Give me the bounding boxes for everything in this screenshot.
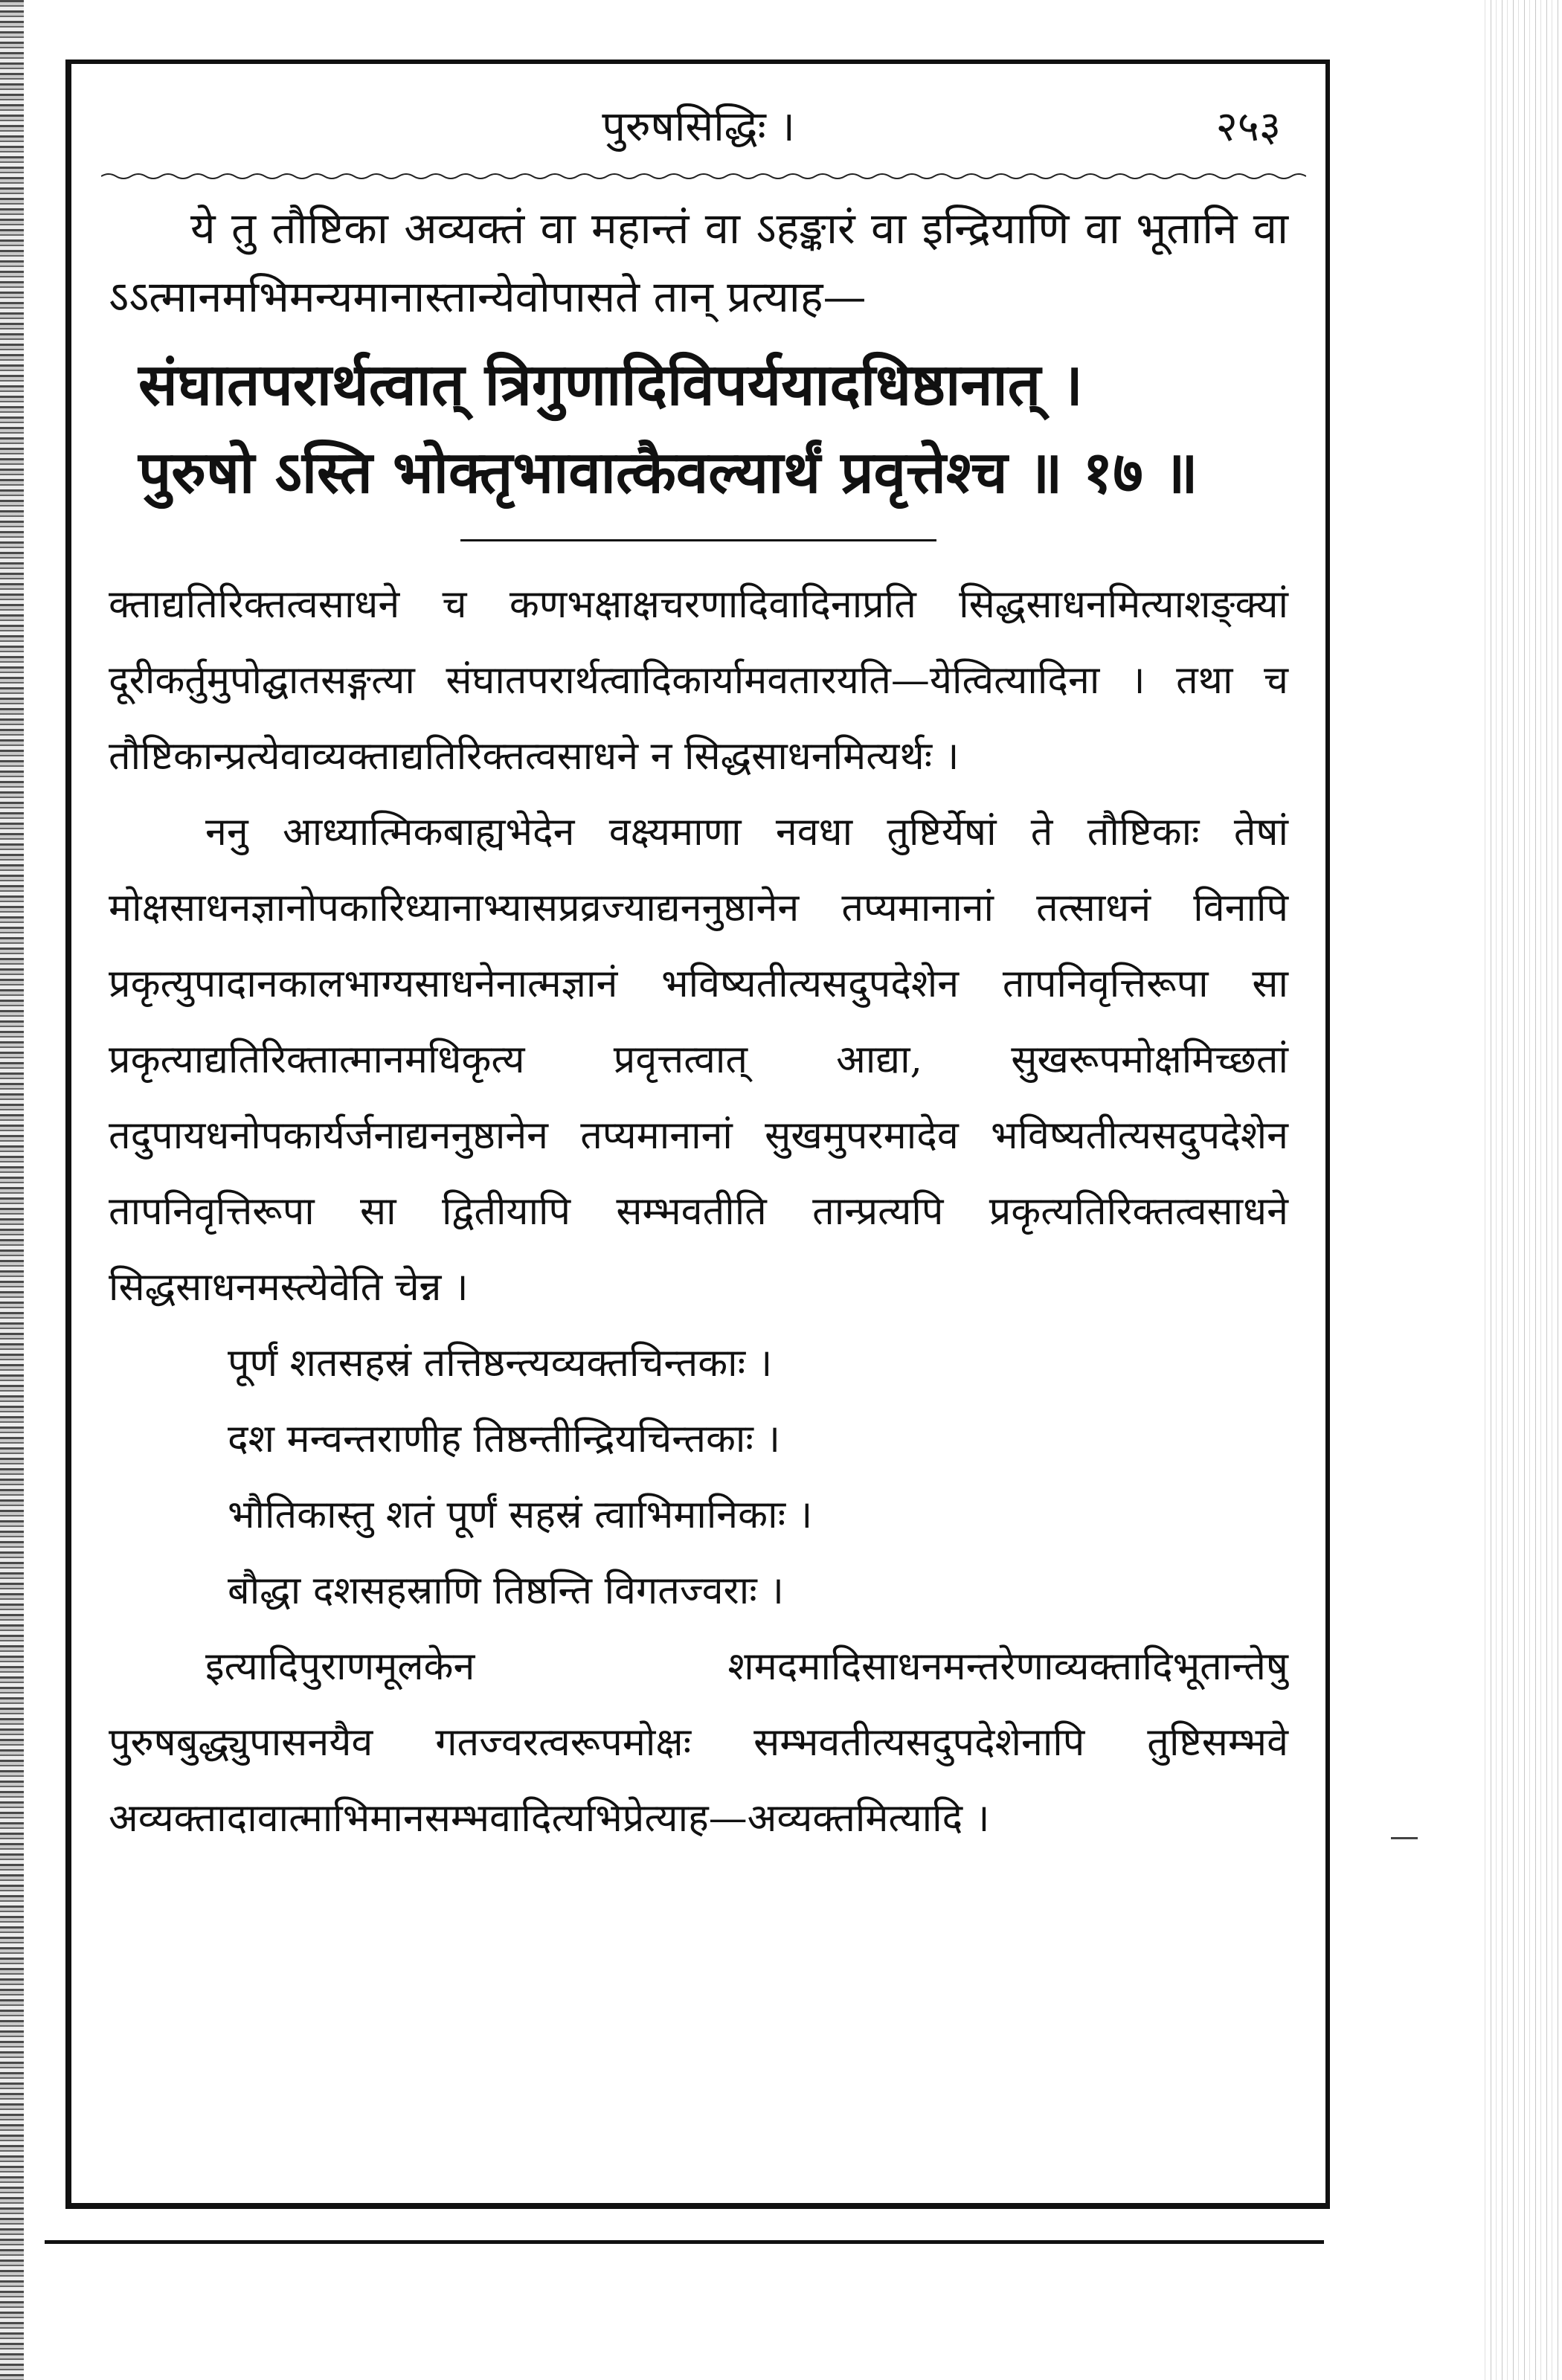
verse-line-1: संघातपरार्थत्वात् त्रिगुणादिविपर्ययादधिष्ठानात् । (138, 351, 1083, 419)
scan-binding-edge-right (1480, 0, 1562, 2380)
stray-scan-mark (1391, 1837, 1418, 1839)
quoted-verse-line: पूर्णं शतसहस्रं तत्तिष्ठन्त्यव्यक्तचिन्तकाः । (228, 1341, 773, 1386)
page-number: २५३ (1215, 103, 1281, 151)
commentary-paragraph-1: क्ताद्यतिरिक्तत्वसाधने च कणभक्षाक्षचरणादिवादिनाप्रति सिद्धसाधनमित्याशङ्क्यां दूरीकर्तुमुपोद्घातसङ्गत्या संघातपरार्थत्वादिकार्यामवतारयति—येत्वित्यादिना । तथा च तौष्टिकान्प्रत्येवाव्यक्ताद्यतिरिक्तत्वसाधने न सिद्धसाधनमित्यर्थः । (109, 582, 1288, 779)
running-title: पुरुषसिद्धिः । (602, 103, 795, 151)
karika-verse-17 (138, 341, 1288, 517)
quoted-verse-line: दश मन्वन्तराणीह तिष्ठन्तीन्द्रियचिन्तकाः । (228, 1417, 781, 1461)
intro-paragraph: ये तु तौष्टिका अव्यक्तं वा महान्तं वा ऽहङ्कारं वा इन्द्रियाणि वा भूतानि वा ऽऽत्मानमभिमन्यमानास्तान्येवोपासते तान् प्रत्याह— (109, 203, 1288, 322)
page-header (71, 94, 1325, 161)
commentary-paragraph-2: ननु आध्यात्मिकबाह्यभेदेन वक्ष्यमाणा नवधा तुष्टिर्येषां ते तौष्टिकाः तेषां मोक्षसाधनज्ञानोपकारिध्यानाभ्यासप्रव्रज्याद्यननुष्ठानेन तप्यमानानां तत्साधनं विनापि प्रकृत्युपादानकालभाग्यसाधनेनात्मज्ञानं भविष्यतीत्यसदुपदेशेन तापनिवृत्तिरूपा सा प्रकृत्याद्यतिरिक्तात्मानमधिकृत्य प्रवृत्तत्वात् आद्या, सुखरूपमोक्षमिच्छतां तदुपायधनोपकार्यर्जनाद्यननुष्ठानेन तप्यमानानां सुखमुपरमादेव भविष्यतीत्यसदुपदेशेन तापनिवृत्तिरूपा सा द्वितीयापि सम्भवतीति तान्प्रत्यपि प्रकृत्यतिरिक्तत्वसाधने सिद्धसाधनमस्त्येवेति चेन्न । (109, 810, 1288, 1310)
page-frame (65, 60, 1330, 2209)
page-bottom-rule (45, 2240, 1324, 2244)
page-content (109, 194, 1288, 1856)
commentary-paragraph-3: इत्यादिपुराणमूलकेन शमदमादिसाधनमन्तरेणाव्यक्तादिभूतान्तेषु पुरुषबुद्ध्युपासनयैव गतज्वरत्वरूपमोक्षः सम्भवतीत्यसदुपदेशेनापि तुष्टिसम्भवे अव्यक्तादावात्माभिमानसम्भवादित्यभिप्रेत्याह—अव्यक्तमित्यादि । (109, 1644, 1288, 1841)
quoted-verse-line: बौद्धा दशसहस्राणि तिष्ठन्ति विगतज्वराः । (228, 1569, 784, 1613)
quoted-verses (228, 1325, 1288, 1629)
scan-binding-edge-left (0, 0, 24, 2380)
quoted-verse-line: भौतिकास्तु शतं पूर्णं सहस्रं त्वाभिमानिकाः । (228, 1493, 813, 1537)
verse-line-2: पुरुषो ऽस्ति भोक्तृभावात्कैवल्यार्थं प्रवृत्तेश्च ॥ १७ ॥ (138, 439, 1198, 506)
verse-divider-rule (460, 539, 936, 541)
header-wavy-rule (101, 172, 1306, 181)
